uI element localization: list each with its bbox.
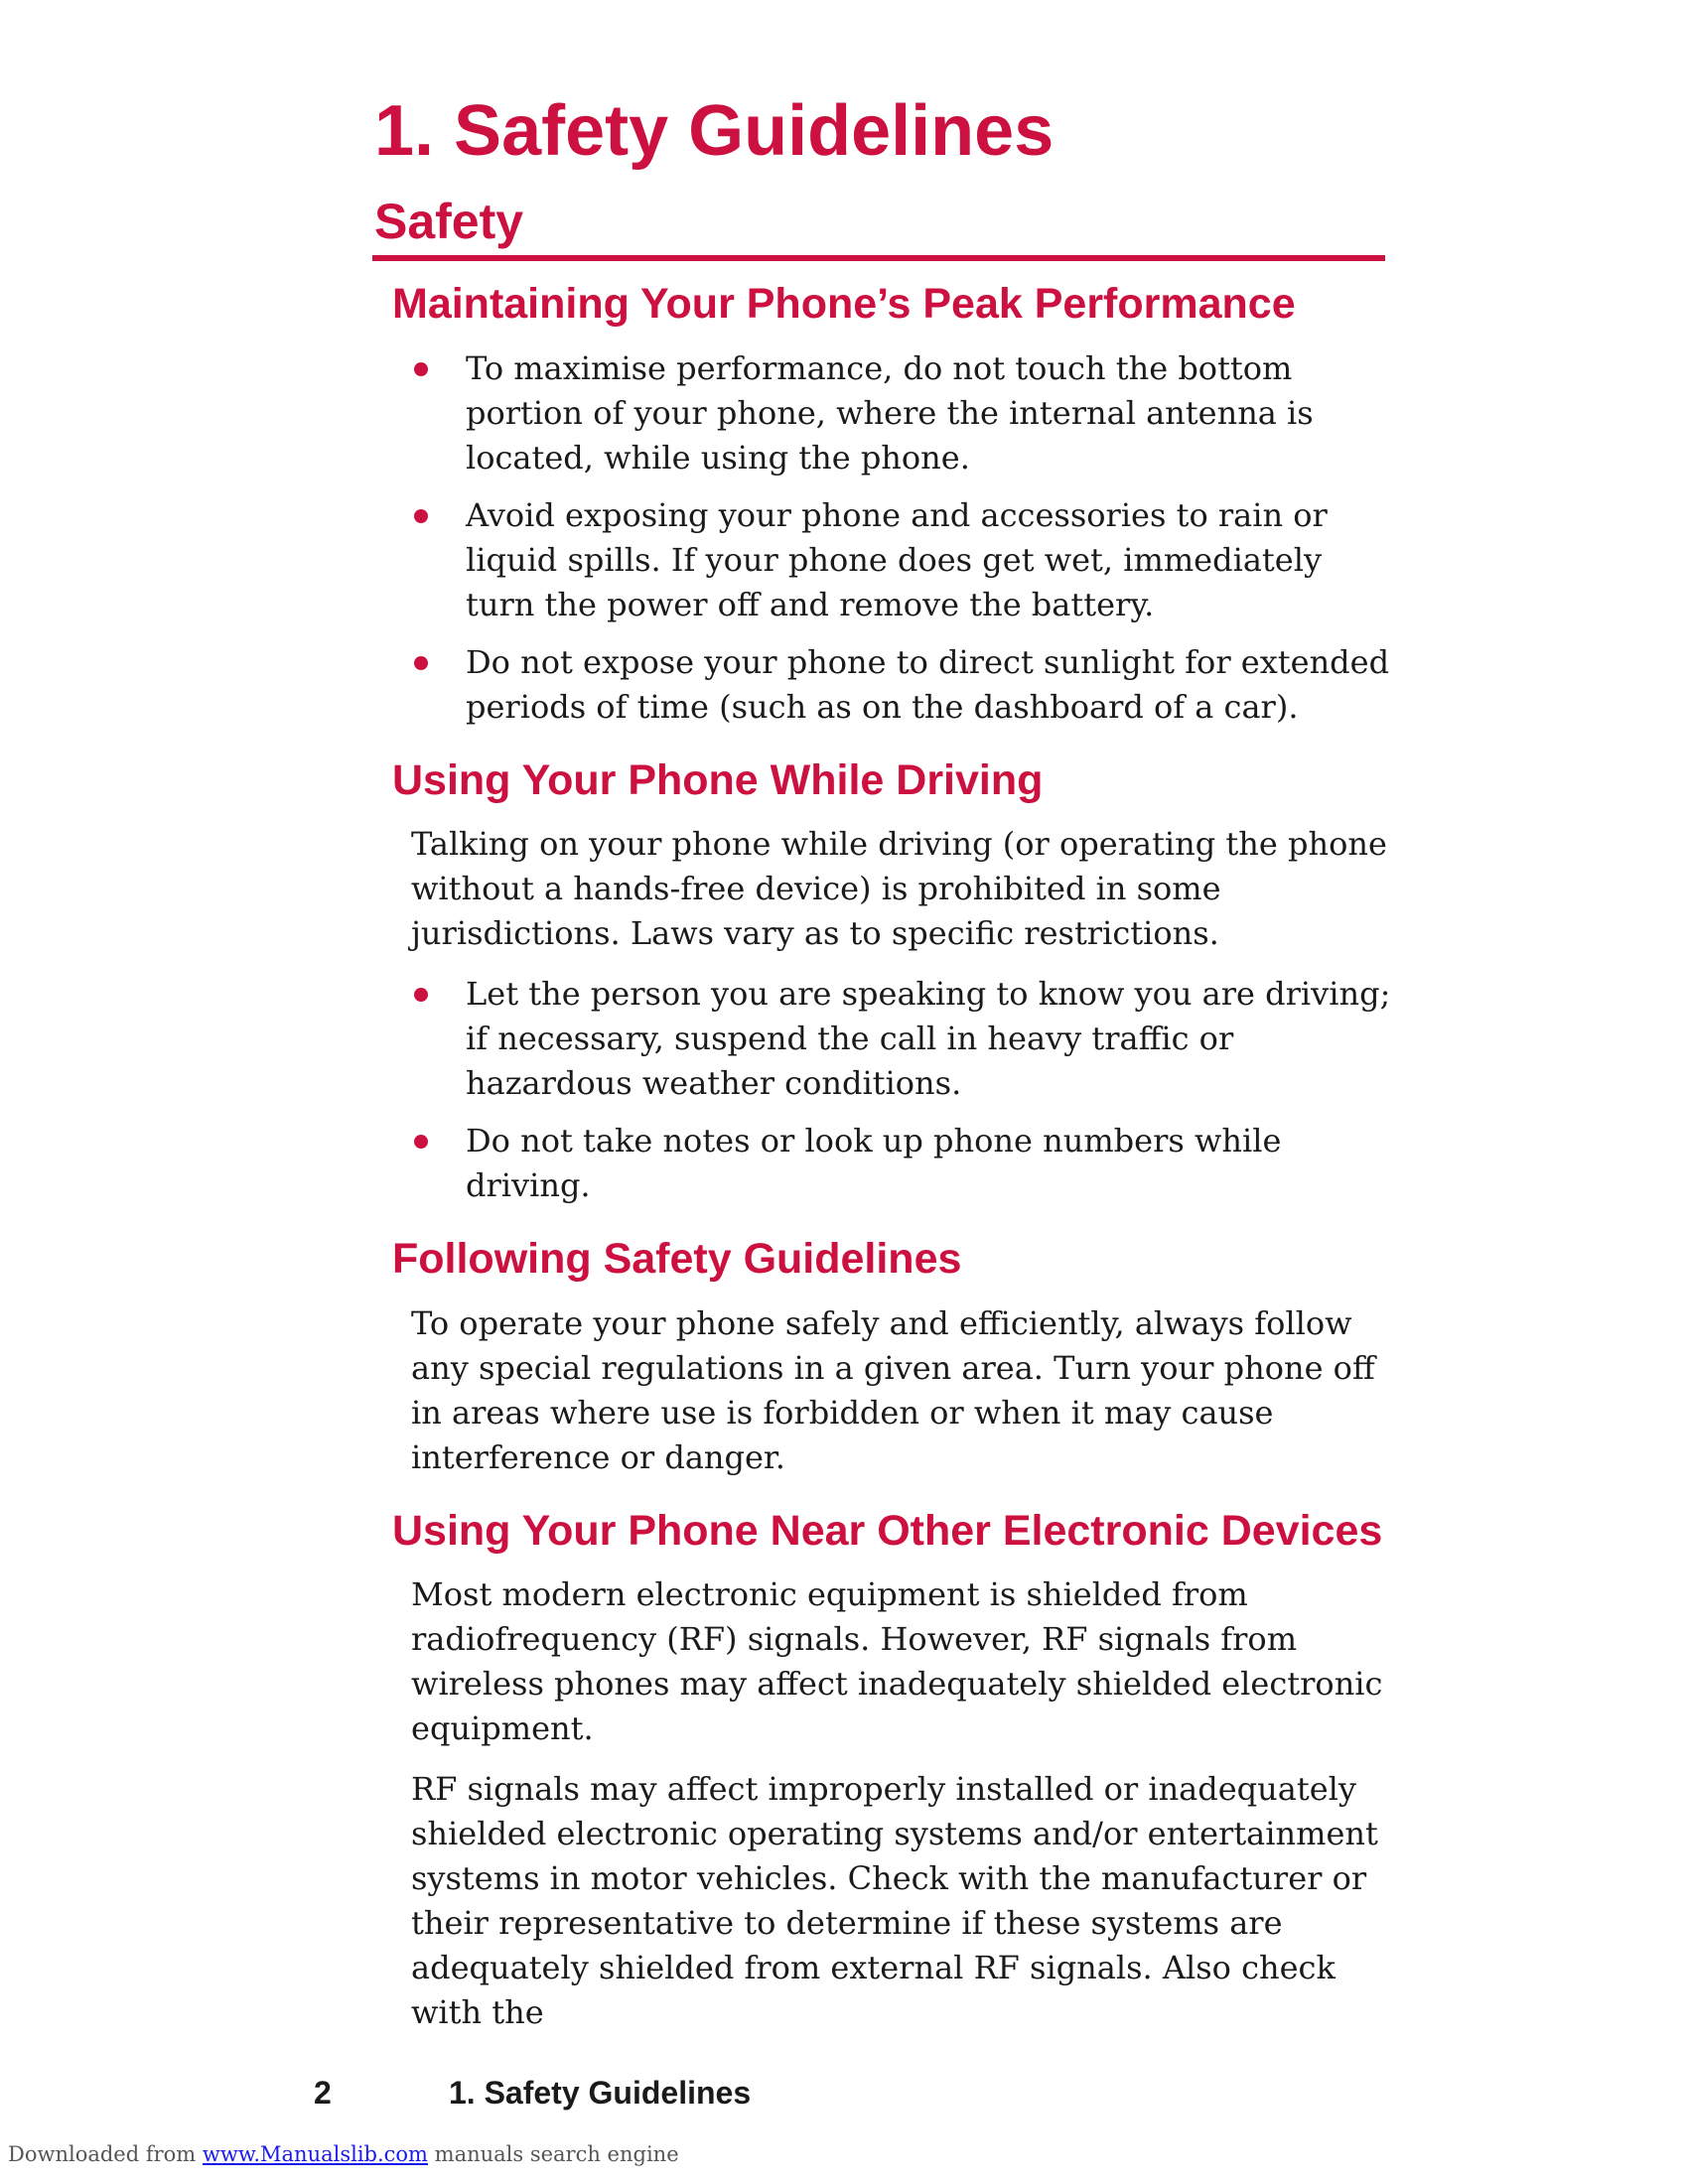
bullet-icon	[414, 988, 428, 1002]
paragraph: RF signals may affect improperly installed or inadequately shielded electronic operating systems and/or entertainment systems in motor vehicles. Check with the manufacturer or their representative to determine if these systems are adequately shielded from external RF signals. Also check with the	[411, 1770, 1378, 2032]
paragraph: Most modern electronic equipment is shielded from radiofrequency (RF) signals. However, RF signals from wireless phones may affect inadequately shielded electronic equipment.	[411, 1575, 1383, 1748]
download-watermark	[8, 2142, 679, 2166]
watermark-suffix: manuals search engine	[434, 2142, 679, 2166]
bullet-text: Avoid exposing your phone and accessories to rain or liquid spills. If your phone does get wet, immediately turn the power off and remove the battery.	[466, 495, 1328, 623]
manualslib-link[interactable]: www.Manualslib.com	[202, 2142, 428, 2166]
section-following-guidelines	[392, 1234, 1395, 1480]
bullet-icon	[414, 656, 428, 670]
bullet-text: Do not take notes or look up phone numbers while driving.	[466, 1122, 1282, 1205]
section-electronic-devices	[392, 1506, 1395, 2036]
list-item	[411, 1119, 1394, 1208]
bullet-list	[392, 972, 1395, 1208]
bullet-list	[392, 346, 1395, 730]
list-item	[411, 972, 1394, 1106]
section-title: Safety	[374, 194, 524, 249]
bullet-text: To maximise performance, do not touch the bottom portion of your phone, where the internal antenna is located, while using the phone.	[466, 348, 1314, 477]
list-item	[411, 640, 1394, 730]
page-number: 2	[314, 2075, 332, 2111]
paragraph: Talking on your phone while driving (or operating the phone without a hands-free device) is prohibited in some jurisdictions. Laws vary as to specific restrictions.	[411, 825, 1387, 953]
bullet-text: Let the person you are speaking to know you are driving; if necessary, suspend the call in heavy traffic or hazardous weather conditions.	[466, 975, 1391, 1103]
list-item	[411, 346, 1394, 480]
subheading: Using Your Phone Near Other Electronic Devices	[392, 1506, 1383, 1555]
subheading: Maintaining Your Phone’s Peak Performance	[392, 280, 1296, 328]
section-driving	[392, 755, 1395, 1209]
watermark-prefix: Downloaded from	[8, 2142, 197, 2166]
list-item	[411, 493, 1394, 627]
bullet-text: Do not expose your phone to direct sunlight for extended periods of time (such as on the dashboard of a car).	[466, 642, 1390, 726]
content-body	[392, 279, 1395, 2061]
bullet-icon	[414, 1135, 428, 1149]
subheading: Using Your Phone While Driving	[392, 755, 1044, 804]
paragraph: To operate your phone safely and efficiently, always follow any special regulations in a given area. Turn your phone off in areas where use is forbidden or when it may cause interference or danger.	[411, 1303, 1375, 1476]
bullet-icon	[414, 362, 428, 376]
section-peak-performance	[392, 279, 1395, 730]
bullet-icon	[414, 509, 428, 523]
page-title: 1. Safety Guidelines	[374, 91, 1055, 171]
running-footer-title: 1. Safety Guidelines	[449, 2075, 752, 2111]
subheading: Following Safety Guidelines	[392, 1235, 962, 1284]
section-divider	[372, 255, 1385, 261]
